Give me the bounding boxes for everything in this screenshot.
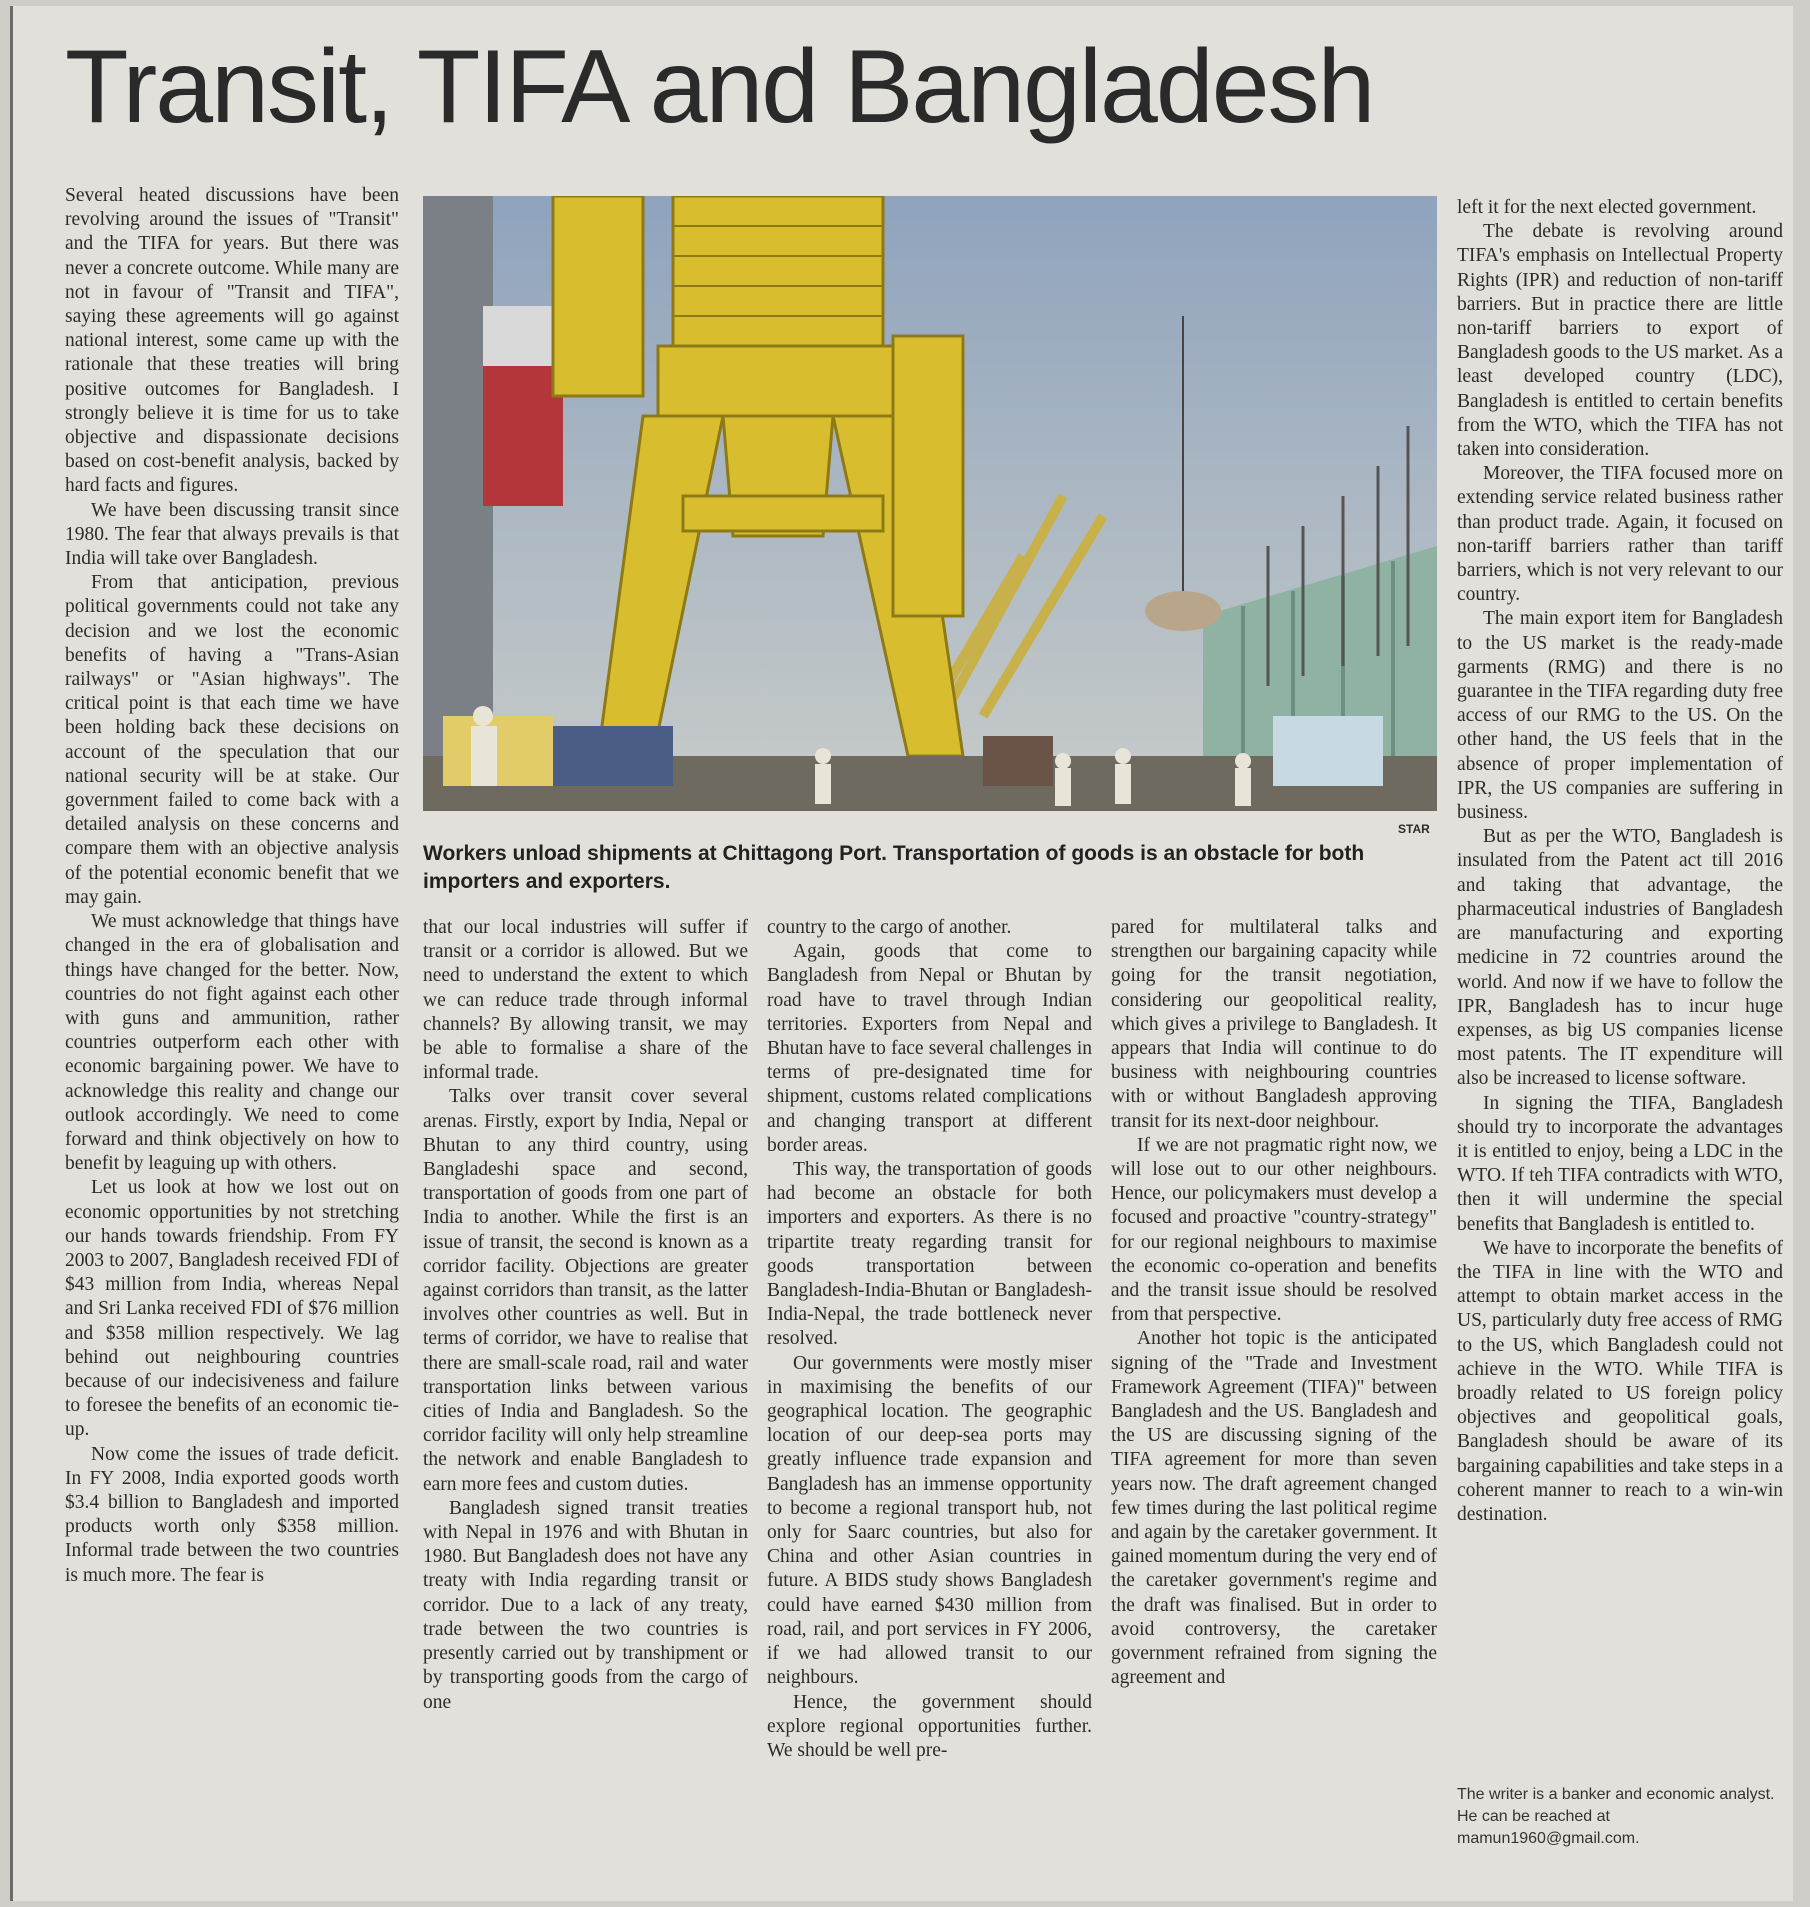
photo-caption: Workers unload shipments at Chittagong Port. Transportation of goods is an obstacle for both importers and exporters. [423,842,1365,893]
article-paragraph: country to the cargo of another. [767,917,1012,938]
news-photo [423,196,1437,811]
article-paragraph: We have to incorporate the benefits of the TIFA in line with the WTO and attempt to obtain market access in the US, particularly duty free access of RMG to the US, which Bangladesh could not achieve in the WTO. While TIFA is broadly related to US foreign policy objectives and geopolitical goals, Bangladesh should be aware of its bargaining capabilities and take steps in a coherent manner to reach to a win-win destination. [1457,1237,1783,1525]
article-paragraph: We must acknowledge that things have changed in the era of globalisation and things have changed for the better. Now, countries do not fight against each other with guns and ammunition, rather countries outperform each other with economic bargaining power. We have to acknowledge this reality and change our outlook accordingly. We need to come forward and think objectively on how to benefit by leaguing up with others. [65,911,399,1175]
headline: Transit, TIFA and Bangladesh [65,29,1374,145]
article-paragraph: Our governments were mostly miser in maximising the benefits of our geographical location. The geographic location of our deep-sea ports may greatly influence trade expansion and Bangladesh has an immense opportunity to become a regional transport hub, not only for Saarc countries, but also for China and other Asian countries in future. A BIDS study shows Bangladesh could have earned $430 million from road, rail, and port services in FY 2006, if we had allowed transit to our neighbours. [767,1352,1092,1689]
article-paragraph: The debate is revolving around TIFA's emphasis on Intellectual Property Rights (IPR) and reduction of non-tariff barriers. But in practice there are little non-tariff barriers to export of Bangladesh goods to the US market. As a least developed country (LDC), Bangladesh is entitled to certain benefits from the WTO, which the TIFA has not taken into consideration. [1457,221,1783,461]
article-paragraph: Again, goods that come to Bangladesh from Nepal or Bhutan by road have to travel through Indian territories. Exporters from Nepal and Bhutan have to face several challenges in terms of pre-designated time for shipment, customs related complications and changing transport at different border areas. [767,941,1092,1156]
article-paragraph: Moreover, the TIFA focused more on extending service related business rather than product trade. Again, it focused on non-tariff barriers rather than tariff barriers, which is not very relevant to our country. [1457,463,1783,606]
article-column-4 [1111,916,1437,1874]
article-paragraph: Now come the issues of trade deficit. In FY 2008, India exported goods worth $3.4 billion to Bangladesh and imported products worth only $358 million. Informal trade between the two countries is much more. The fear is [65,1443,399,1586]
author-byline: The writer is a banker and economic analyst. He can be reached at mamun1960@gmail.com. [1457,1786,1775,1847]
article-paragraph: that our local industries will suffer if transit or a corridor is allowed. But we need to understand the extent to which we can reduce trade through informal channels? By allowing transit, we may be able to formalise a share of the informal trade. [423,917,748,1084]
article-paragraph: Another hot topic is the anticipated signing of the "Trade and Investment Framework Agreement (TIFA)" between Bangladesh and the US. Bangladesh and the US are discussing signing of the TIFA agreement for more than seven years now. The draft agreement changed few times during the last political regime and again by the caretaker government. It gained momentum during the very end of the caretaker government's regime and the draft was finalised. But in order to avoid controversy, the caretaker government refrained from signing the agreement and [1111,1328,1437,1689]
article-column-1 [65,184,399,1874]
article-paragraph: left it for the next elected government. [1457,197,1757,218]
article-paragraph: We have been discussing transit since 1980. The fear that always prevails is that India will take over Bangladesh. [65,499,399,570]
article-paragraph: If we are not pragmatic right now, we will lose out to our other neighbours. Hence, our policymakers must develop a focused and proactive "country-strategy" for our regional neighbours to maximise the economic co-operation and benefits and the transit issue should be resolved from that perspective. [1111,1134,1437,1326]
port-crane-illustration [423,196,1437,811]
newspaper-page [10,6,1793,1901]
article-column-5 [1457,196,1783,1776]
article-paragraph: But as per the WTO, Bangladesh is insulated from the Patent act till 2016 and taking that advantage, the pharmaceutical industries of Bangladesh are manufacturing and exporting medicine in 72 countries around the world. And now if we have to follow the IPR, Bangladesh has to incur huge expenses, as big US companies license most patents. The IT expenditure will also be increased to license software. [1457,826,1783,1090]
article-paragraph: Talks over transit cover several arenas. Firstly, export by India, Nepal or Bhutan to any third country, using Bangladeshi space and second, transportation of goods from one part of India to another. While the first is an issue of transit, the second is known as a corridor facility. Objections are greater against corridors than transit, as the latter involves other countries as well. But in terms of corridor, we have to realise that there are small-scale road, rail and water transportation links between various cities of India and Bangladesh. So the corridor facility will only help streamline the network and enable Bangladesh to earn more fees and custom duties. [423,1086,748,1495]
article-paragraph: Hence, the government should explore regional opportunities further. We should be well pre- [767,1691,1092,1761]
photo-credit: STAR [1398,822,1430,836]
article-paragraph: Several heated discussions have been revolving around the issues of "Transit" and the TIFA for years. But there was never a concrete outcome. While many are not in favour of "Transit and TIFA", saying these agreements will go against national interest, some came up with the rationale that these treaties will bring positive outcomes for Bangladesh. I strongly believe it is time for us to take objective and dispassionate decisions based on cost-benefit analysis, backed by hard facts and figures. [65,185,399,497]
article-paragraph: pared for multilateral talks and strengthen our bargaining capacity while going for the transit negotiation, considering our geopolitical reality, which gives a privilege to Bangladesh. It appears that India will continue to do business with neighbouring countries with or without Bangladesh approving transit for its next-door neighbour. [1111,917,1437,1132]
article-paragraph: This way, the transportation of goods had become an obstacle for both importers and exporters. As there is no tripartite treaty regarding transit for goods transportation between Bangladesh-India-Bhutan or Bangladesh-India-Nepal, the trade bottleneck never resolved. [767,1159,1092,1350]
article-paragraph: From that anticipation, previous political governments could not take any decision and we lost the economic benefits of having a "Trans-Asian railways" or "Asian highways". The critical point is that each time we have been holding back these decisions on account of the speculation that our national security will be at stake. Our government failed to come back with a detailed analysis on these concerns and compare them with an objective analysis of the potential economic benefit that we may gain. [65,572,399,908]
article-paragraph: Let us look at how we lost out on economic opportunities by not stretching our hands towards friendship. From FY 2003 to 2007, Bangladesh received FDI of $43 million from India, whereas Nepal and Sri Lanka received FDI of $76 million and $358 million respectively. We lag behind out neighbouring countries because of our indecisiveness and failure to foresee the benefits of an economic tie-up. [65,1177,399,1441]
article-paragraph: In signing the TIFA, Bangladesh should try to incorporate the advantages it is entitled to enjoy, being a LDC in the WTO. If teh TIFA contradicts with WTO, then it will undermine the special benefits that Bangladesh is entitled to. [1457,1092,1783,1235]
article-paragraph: The main export item for Bangladesh to the US market is the ready-made garments (RMG) and there is no guarantee in the TIFA regarding duty free access of our RMG to the US. On the other hand, the US feels that in the absence of proper implementation of IPR, the US companies are suffering in business. [1457,608,1783,824]
article-column-3 [767,916,1092,1874]
article-column-2 [423,916,748,1874]
article-paragraph: Bangladesh signed transit treaties with Nepal in 1976 and with Bhutan in 1980. But Bangladesh does not have any treaty with India regarding transit or corridor. Due to a lack of any treaty, trade between the two countries is presently carried out by transhipment or by transporting goods from the cargo of one [423,1497,748,1713]
